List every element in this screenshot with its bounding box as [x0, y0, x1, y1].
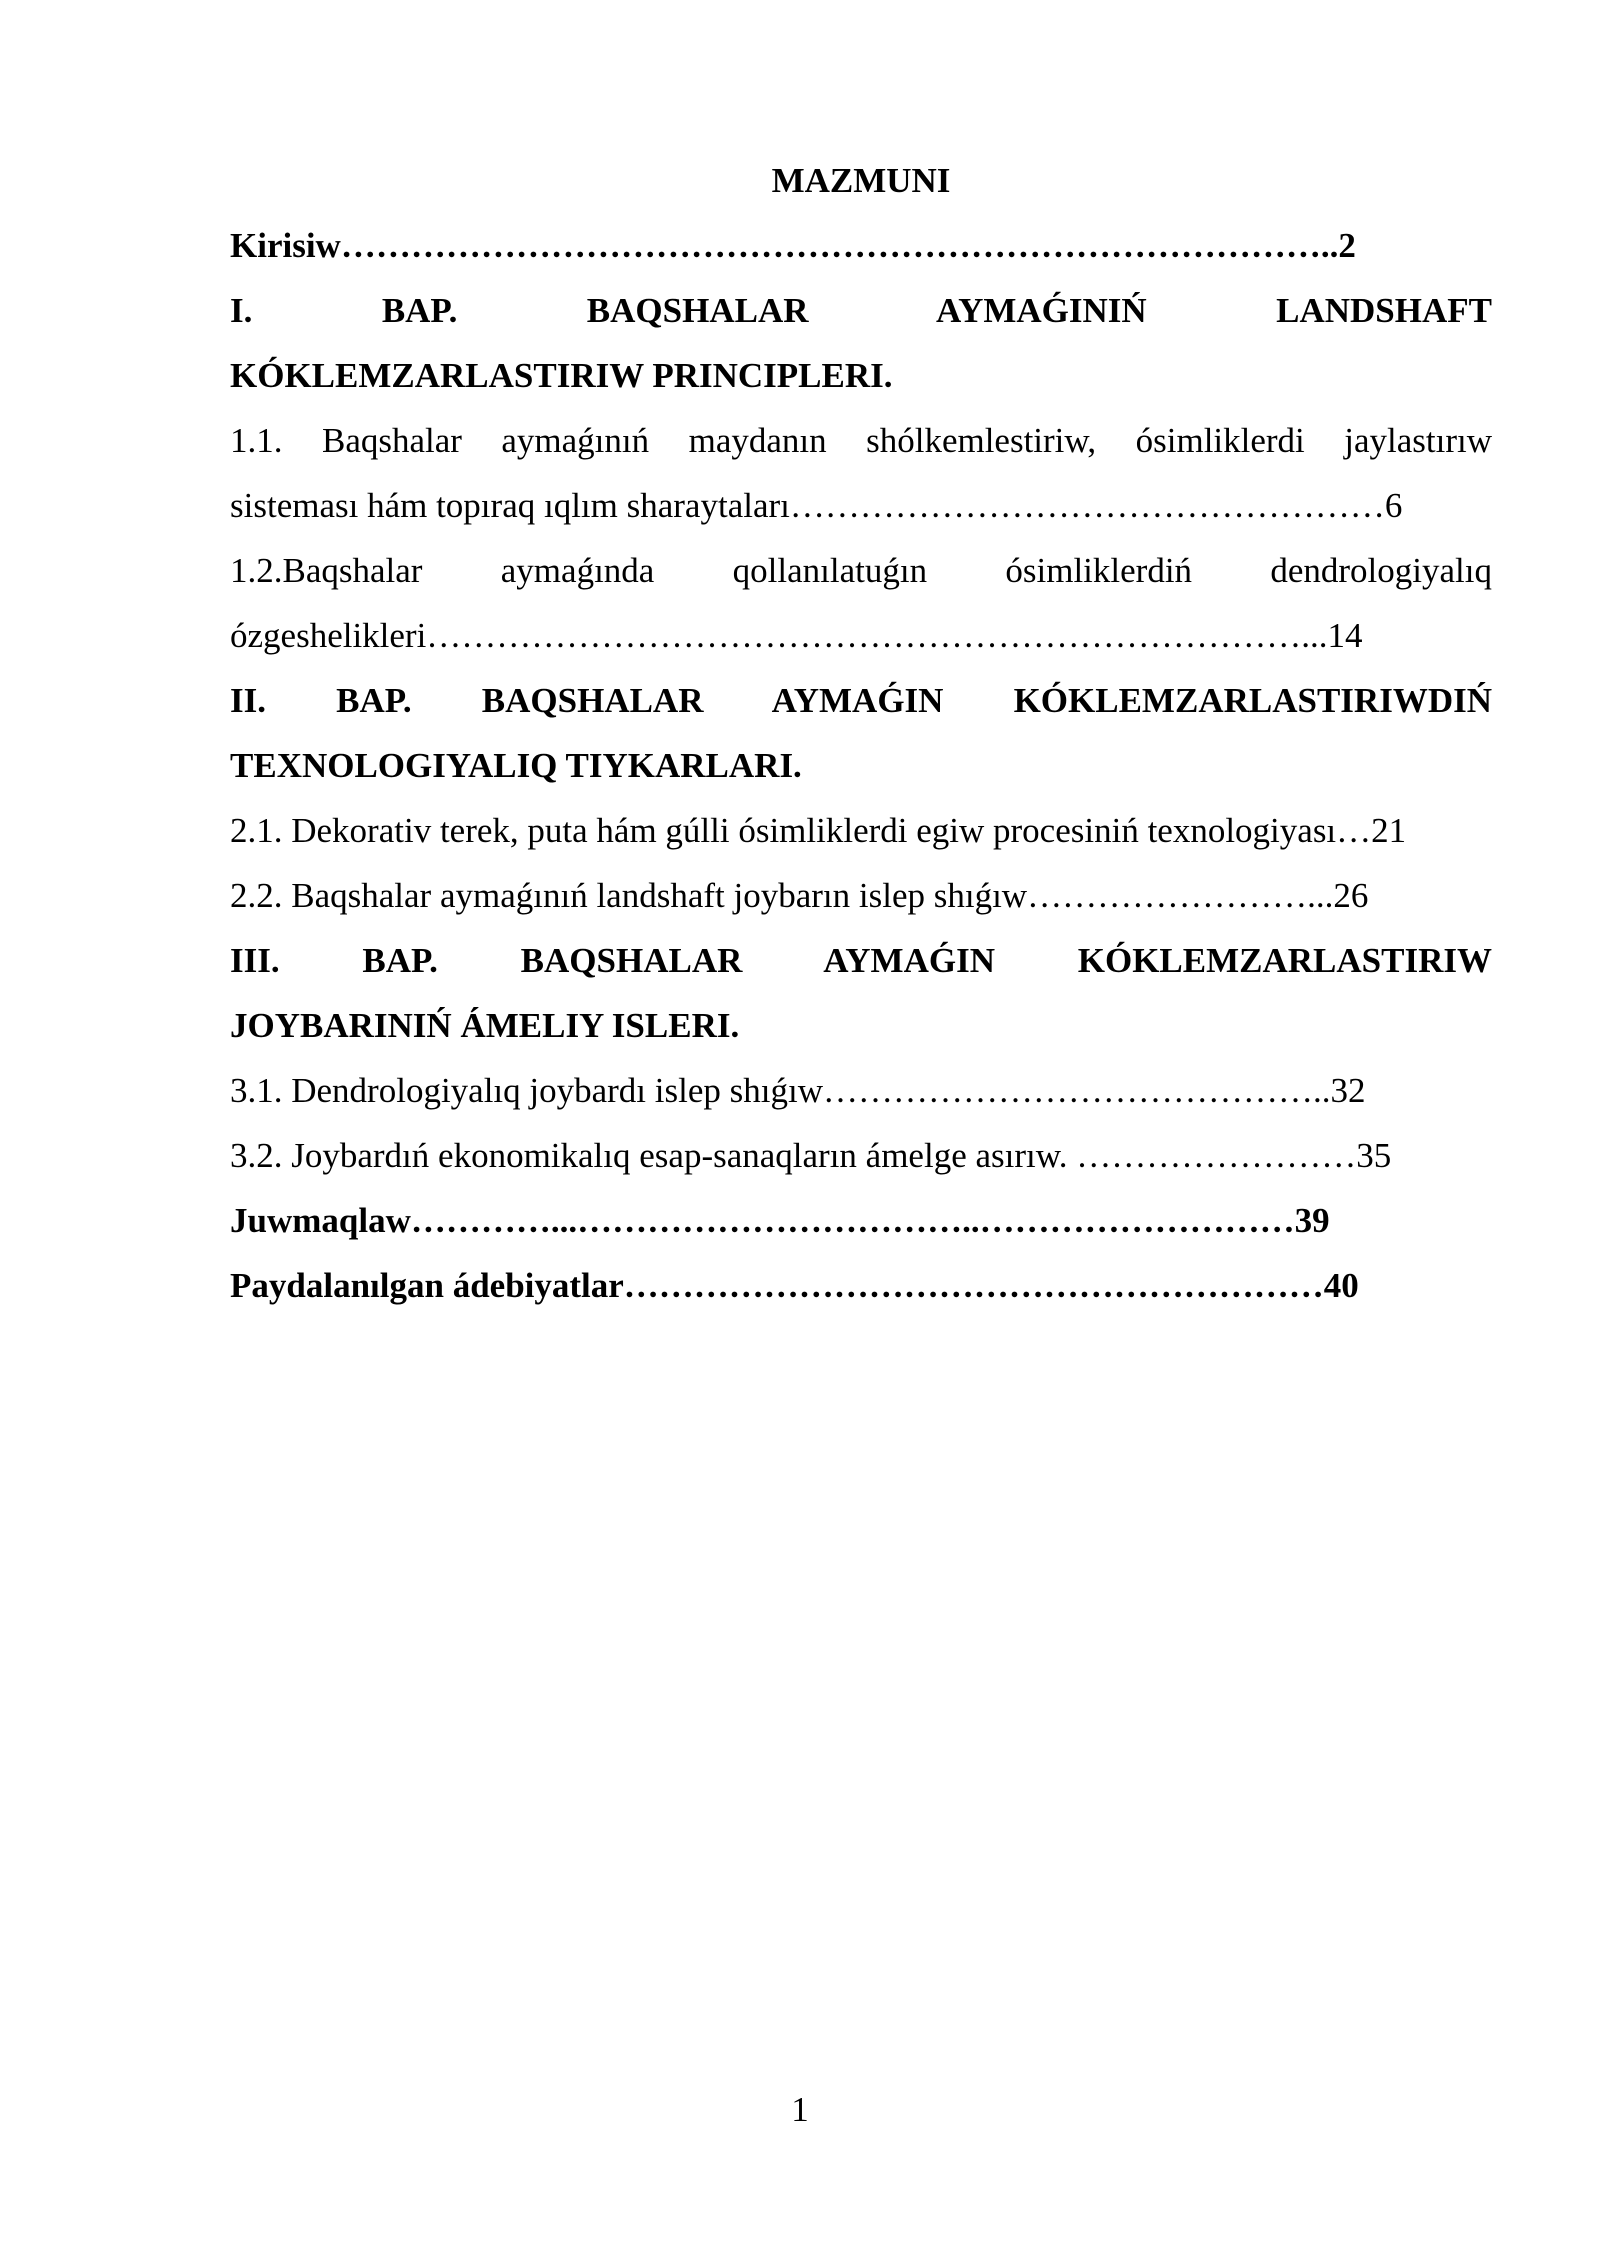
toc-entry-1-2: 1.2.Baqshalar aymaǵında qollanılatuǵın ósimliklerdiń dendrologiyalıq: [230, 551, 1492, 590]
page-title: MAZMUNI: [771, 161, 951, 200]
toc-chapter-2-heading-cont: TEXNOLOGIYALIQ TIYKARLARI.: [230, 746, 802, 785]
toc-entry-juwmaqlaw: Juwmaqlaw…………...……………………………..………………………39: [230, 1201, 1330, 1240]
toc-entry-2-2: 2.2. Baqshalar aymaǵınıń landshaft joybarın islep shıǵıw……………………...26: [230, 876, 1369, 915]
toc-chapter-1-heading-cont: KÓKLEMZARLASTIRIW PRINCIPLERI.: [230, 356, 893, 395]
toc-entry-1-1-cont: sisteması hám topıraq ıqlım sharaytaları……………………………………………6: [230, 486, 1403, 525]
toc-entry-1-2-cont: ózgeshelikleri…………………………………………………………………...14: [230, 616, 1363, 655]
page-number: 1: [791, 2090, 809, 2129]
toc-entry-3-1: 3.1. Dendrologiyalıq joybardı islep shıǵıw……………………………………..32: [230, 1071, 1366, 1110]
toc-entry-1-1: 1.1. Baqshalar aymaǵınıń maydanın shólkemlestiriw, ósimliklerdi jaylastırıw: [230, 421, 1492, 460]
toc-entry-paydalanilgan: Paydalanılgan ádebiyatlar……………………………………………………40: [230, 1266, 1359, 1305]
toc-chapter-3-heading: III. BAP. BAQSHALAR AYMAǴIN KÓKLEMZARLASTIRIW: [230, 941, 1492, 980]
toc-chapter-3-heading-cont: JOYBARINIŃ ÁMELIY ISLERI.: [230, 1006, 740, 1045]
toc-chapter-1-heading: I. BAP. BAQSHALAR AYMAǴINIŃ LANDSHAFT: [230, 291, 1492, 330]
table-of-contents: [230, 148, 1492, 1318]
toc-entry-3-2: 3.2. Joybardıń ekonomikalıq esap-sanaqların ámelge asırıw. ……………………35: [230, 1136, 1392, 1175]
toc-entry-kirisiw: Kirisiw…………………………………………………………………………..2: [230, 226, 1356, 265]
toc-chapter-2-heading: II. BAP. BAQSHALAR AYMAǴIN KÓKLEMZARLASTIRIWDIŃ: [230, 681, 1492, 720]
toc-entry-2-1: 2.1. Dekorativ terek, puta hám gúlli ósimliklerdi egiw procesiniń texnologiyası…21: [230, 811, 1407, 850]
